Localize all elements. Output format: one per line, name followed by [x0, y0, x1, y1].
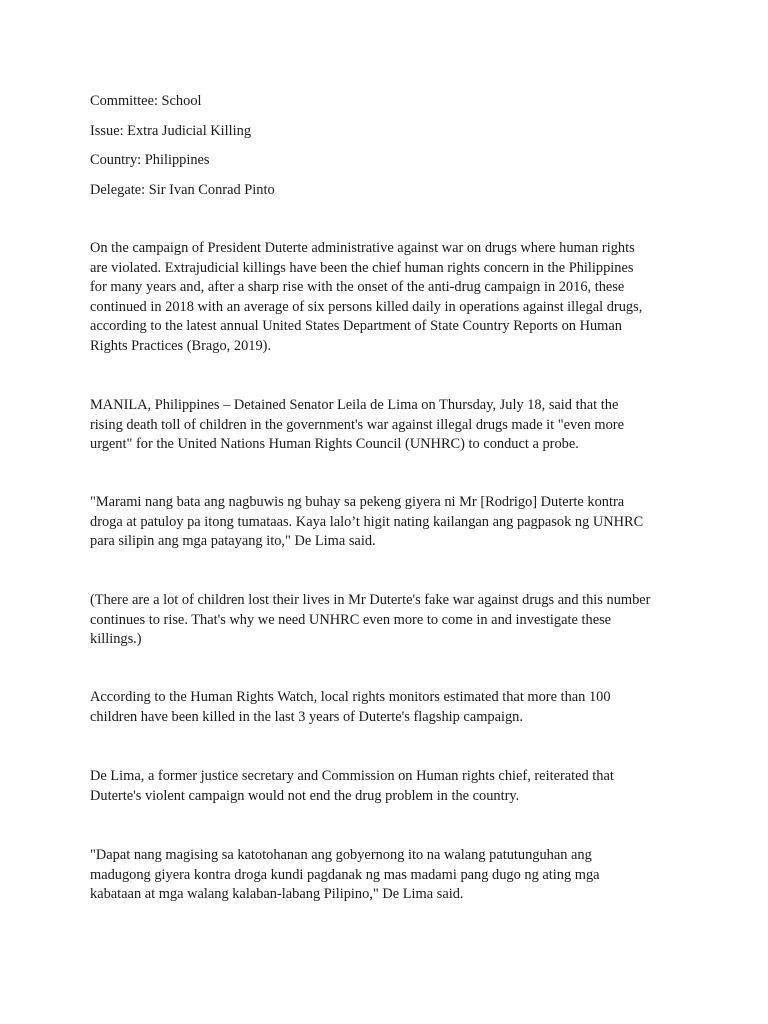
paragraph-quote-final — [90, 846, 690, 905]
issue-line: Issue: Extra Judicial Killing — [90, 123, 252, 139]
paragraph-line: De Lima, a former justice secretary and Commission on Human rights chief, reiterated that — [90, 768, 614, 784]
committee-line: Committee: School — [90, 93, 202, 109]
paragraph-quote-tagalog — [90, 493, 690, 552]
paragraph-line: for many years and, after a sharp rise with the onset of the anti-drug campaign in 2016, these — [90, 279, 625, 295]
paragraph-line: "Dapat nang magising sa katotohanan ang gobyernong ito na walang patutunguhan ang — [90, 847, 592, 863]
paragraph-line: rising death toll of children in the government's war against illegal drugs made it "even more — [90, 416, 624, 433]
paragraph-line: continued in 2018 with an average of six persons killed daily in operations against illegal drugs, — [90, 298, 643, 315]
paragraph-line: are violated. Extrajudicial killings have been the chief human rights concern in the Philippines — [90, 259, 634, 276]
paragraph-line: Rights Practices (Brago, 2019). — [90, 337, 272, 354]
country-line: Country: Philippines — [90, 152, 210, 168]
delegate-line: Delegate: Sir Ivan Conrad Pinto — [90, 182, 275, 198]
paragraph-translation — [90, 591, 690, 650]
paragraph-line: children have been killed in the last 3 years of Duterte's flagship campaign. — [90, 708, 523, 725]
document-page — [90, 0, 690, 1024]
paragraph-line: madugong giyera kontra droga kundi pagdanak ng mas madami pang dugo ng ating mga — [90, 866, 600, 883]
paragraph-line: continues to rise. That's why we need UNHRC even more to come in and investigate these — [90, 611, 612, 628]
paragraph-line: droga at patuloy pa itong tumataas. Kaya lalo’t higit nating kailangan ang pagpasok ng UNHRC — [90, 513, 644, 530]
paragraph-line: kabataan at mga walang kalaban-labang Pilipino," De Lima said. — [90, 886, 464, 902]
paragraph-line: MANILA, Philippines – Detained Senator Leila de Lima on Thursday, July 18, said that the — [90, 397, 619, 413]
paragraph-line: (There are a lot of children lost their lives in Mr Duterte's fake war against drugs and this number — [90, 592, 651, 608]
paragraph-line: Duterte's violent campaign would not end the drug problem in the country. — [90, 787, 520, 804]
paragraph-line: killings.) — [90, 631, 142, 647]
paragraph-line: According to the Human Rights Watch, local rights monitors estimated that more than 100 — [90, 689, 611, 705]
paragraph-hrw — [90, 688, 690, 727]
paragraph-intro — [90, 239, 690, 356]
paragraph-manila — [90, 396, 690, 455]
paragraph-line: urgent" for the United Nations Human Rights Council (UNHRC) to conduct a probe. — [90, 436, 579, 452]
paragraph-line: according to the latest annual United States Department of State Country Reports on Human — [90, 318, 622, 334]
paragraph-de-lima — [90, 767, 690, 806]
paragraph-line: para silipin ang mga patayang ito," De Lima said. — [90, 533, 376, 549]
paragraph-line: On the campaign of President Duterte administrative against war on drugs where human rights — [90, 240, 635, 256]
paragraph-line: "Marami nang bata ang nagbuwis ng buhay sa pekeng giyera ni Mr [Rodrigo] Duterte kontra — [90, 494, 625, 510]
